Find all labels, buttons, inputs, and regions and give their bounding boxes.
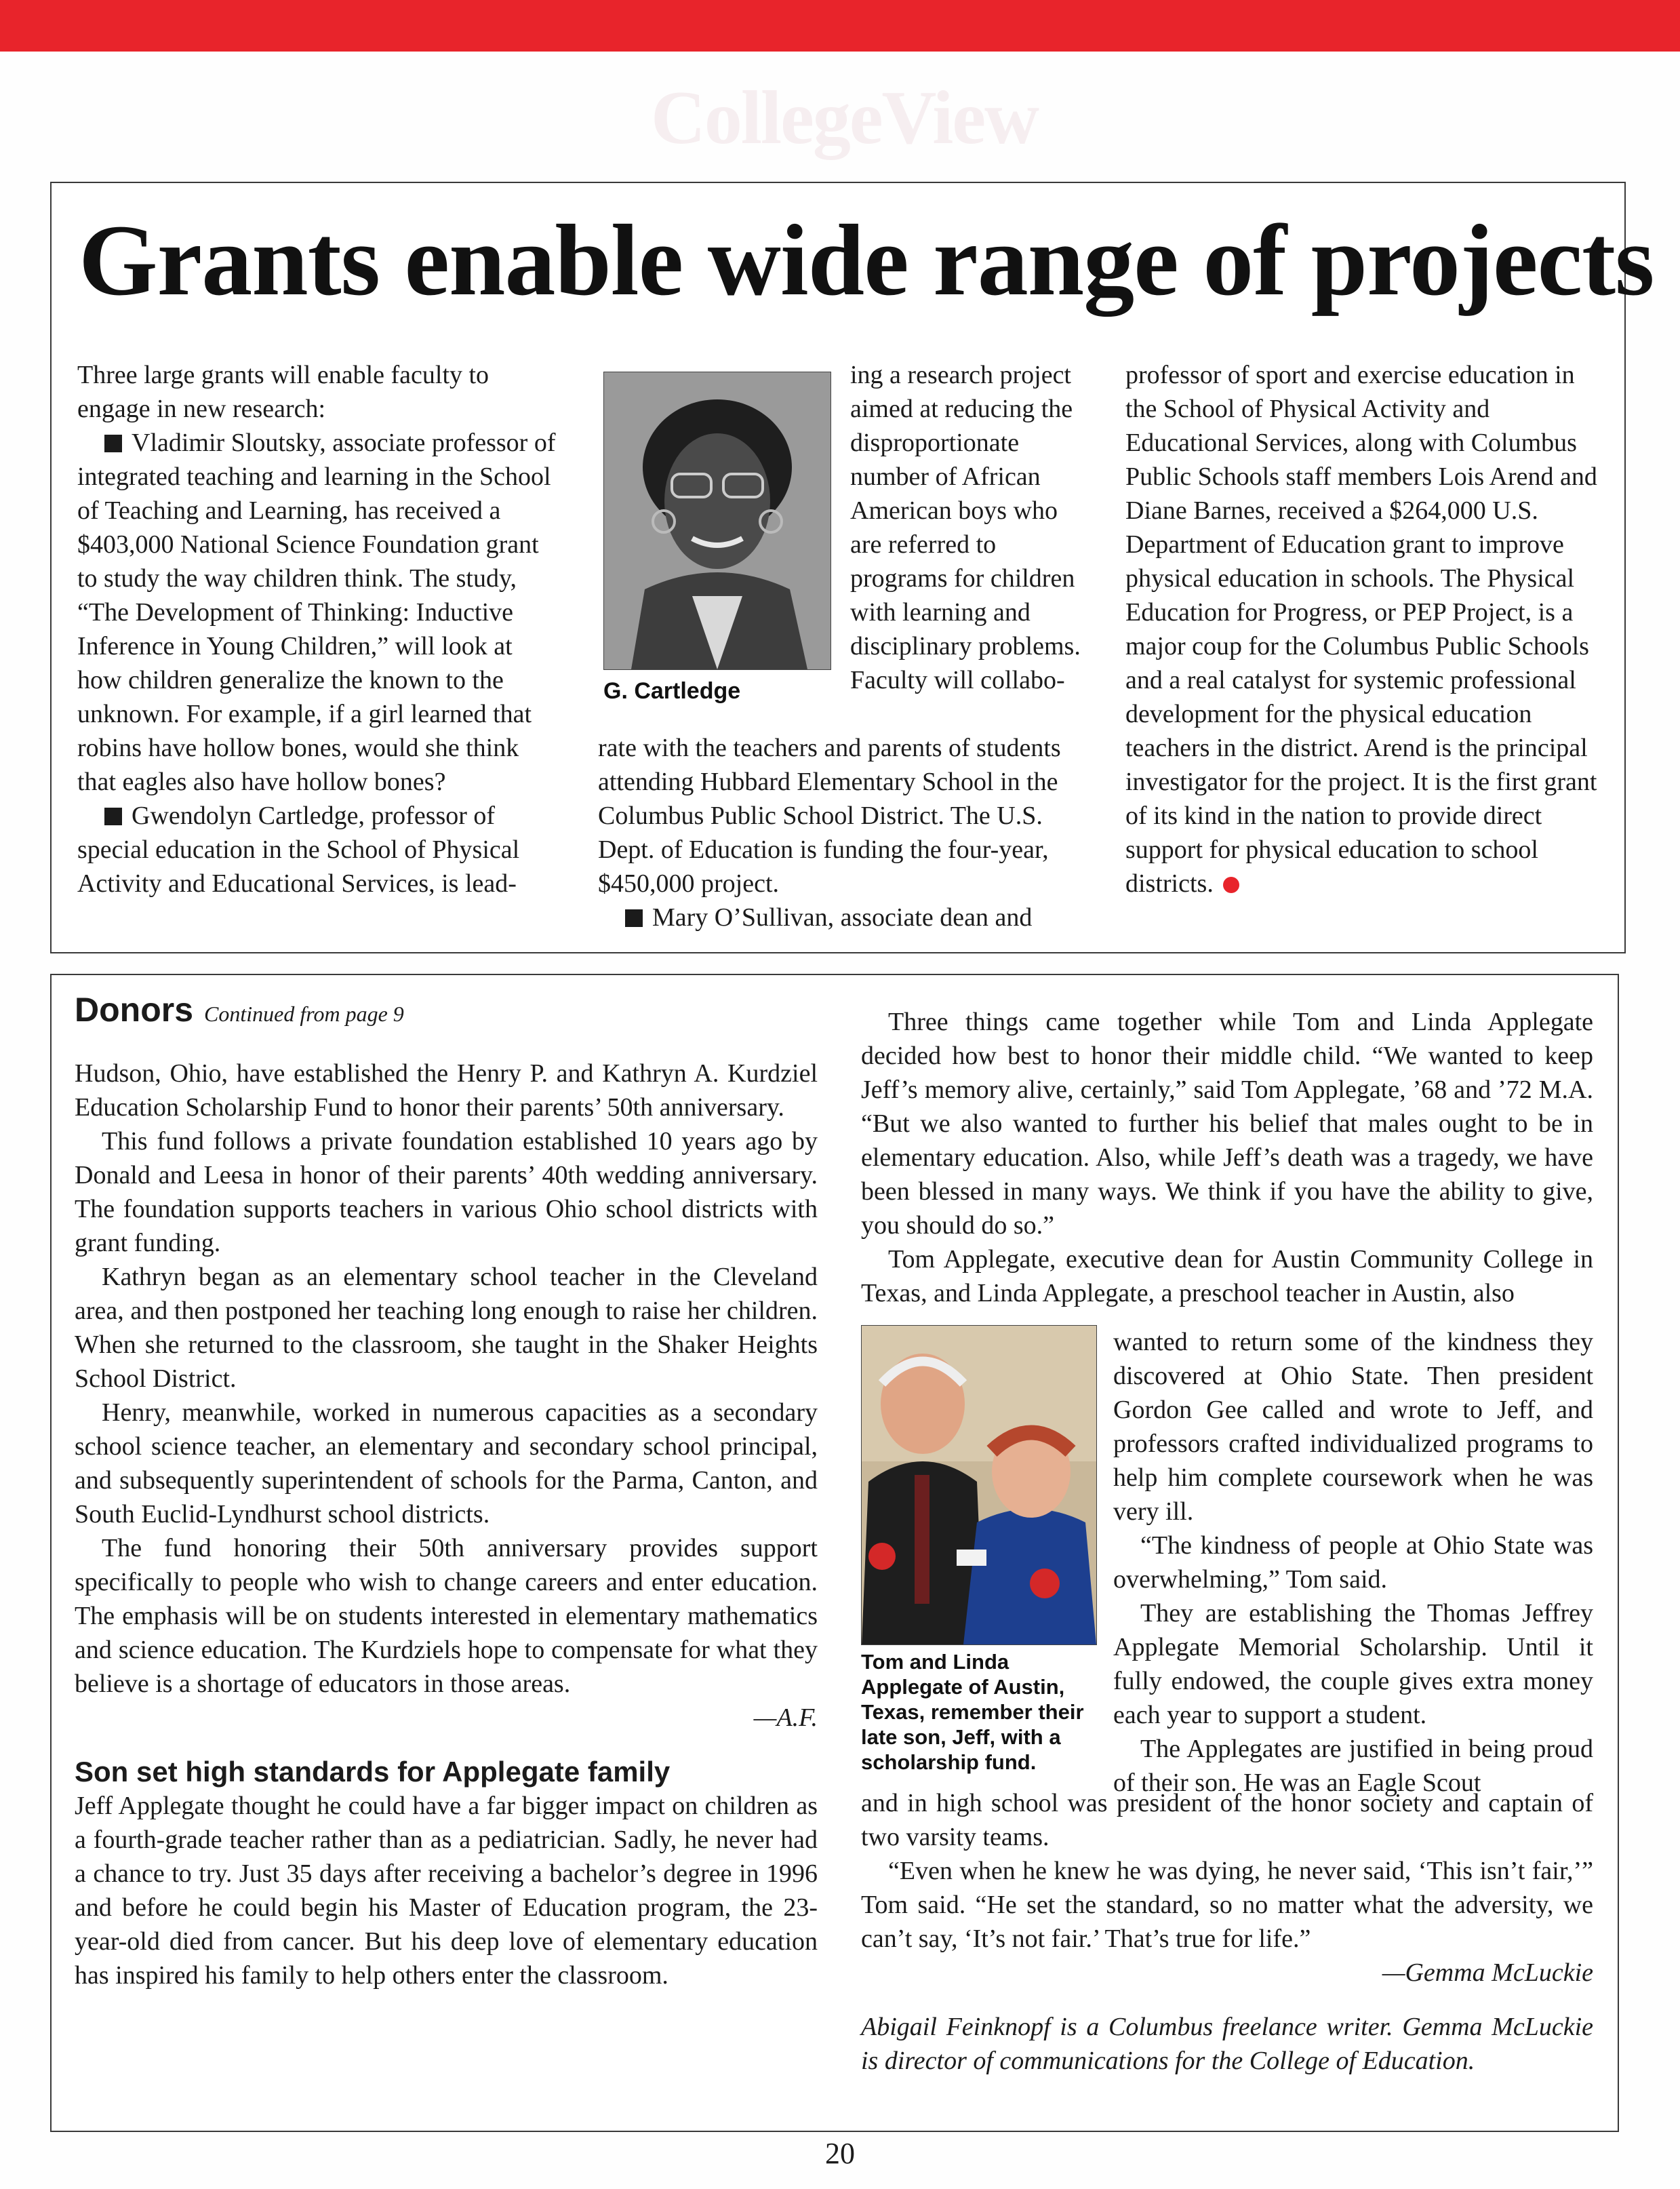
donors-right-top: Three things came together while Tom and Linda Applegate decided how best to honor their middle child. “We wanted to keep Jeff’s memory alive, certainly,” said Tom Applegate, ’68 and ’72 M.A. “But we also wanted to further his belief that males ought to be in elementary education. Also, while Jeff’s death was a tragedy, we have been blessed in many ways. We think if you have the ability to give, you should do so.” Tom Applegate, executive dean for Austin Community College in Texas, and Linda Applegate, a preschool teacher in Austin, also	[861, 1008, 1593, 1307]
bullet-icon	[625, 909, 643, 927]
subheadline: Son set high standards for Applegate family	[75, 1756, 671, 1788]
cartledge-photo	[603, 372, 831, 670]
continued-note: Continued from page 9	[204, 1002, 404, 1026]
top-color-band	[0, 0, 1680, 52]
grants-column-1	[77, 358, 560, 901]
grants-item-osullivan: Mary O’Sullivan, associate dean and	[598, 901, 1081, 934]
donors-right-side: wanted to return some of the kindness they discovered at Ohio State. Then president Gordon Gee called and wrote to Jeff, and professors crafted individualized programs to help him complete coursework when he was very ill. “The kindness of people at Ohio State was overwhelming,” Tom said. They are establishing the Thomas Jeffrey Applegate Memorial Scholarship. Until it fully endowed, the couple gives extra money each year to support a student. The Applegates are justified in being proud of their son. He was an Eagle Scout	[1113, 1328, 1593, 1797]
applegate-photo	[861, 1325, 1097, 1645]
grants-intro: Three large grants will enable faculty to engage in new research:	[77, 361, 489, 423]
author-credits: Abigail Feinknopf is a Columbus freelance writer. Gemma McLuckie is director of communications for the College of Education.	[861, 2013, 1593, 2075]
grants-column-2: rate with the teachers and parents of students attending Hubbard Elementary School in the Columbus Public School District. The U.S. Dept. of Education is funding the four-year, $450,000 project. Mary O’Sullivan, associate dean and	[598, 731, 1081, 934]
grants-item-sloutsky: Vladimir Sloutsky, associate professor of integrated teaching and learning in the School of Teaching and Learning, has received a $403,000 National Science Foundation grant to study the way children think. The study, “The Development of Thinking: Inductive Inference in Young Children,” will look at how children generalize the known to the unknown. For example, if a girl learned that robins have hollow bones, would she think that eagles also have hollow bones?	[77, 429, 556, 796]
photo-caption: G. Cartledge	[603, 678, 741, 704]
signature-gm: —Gemma McLuckie	[1382, 1958, 1593, 1987]
signature-af: —A.F.	[753, 1703, 818, 1732]
donors-title: Donors	[75, 991, 193, 1029]
grants-column-3: professor of sport and exercise education in the School of Physical Activity and Educational Services, along with Columbus Public Schools staff members Lois Arend and Diane Barnes, received a $264,000 U.S. Department of Education grant to improve physical education in schools. The Physical Education for Progress, or PEP Project, is a major coup for the Columbus Public Schools and a real catalyst for systemic professional development for the physical education teachers in the district. Arend is the principal investigator for the project. It is the first grant of its kind in the nation to provide direct support for physical education to school districts.	[1125, 361, 1597, 898]
bullet-icon	[104, 435, 122, 452]
grants-column-2-side: ing a research project aimed at reducing the disproportionate number of African American boys who are referred to programs for children with learning and disciplinary problems. Faculty will collabo-	[850, 361, 1081, 694]
donors-article	[50, 974, 1619, 2132]
donors-left-column: Hudson, Ohio, have established the Henry P. and Kathryn A. Kurdziel Education Scholarship Fund to honor their parents’ 50th anniversary. This fund follows a private foundation established 10 years ago by Donald and Leesa in honor of their parents’ 40th wedding anniversary. The foundation supports teachers in various Ohio school districts with grant funding. Kathryn began as an elementary school teacher in the Cleveland area, and then postponed her teaching long enough to raise her children. When she returned to the classroom, she taught in the Shaker Heights School District. Henry, meanwhile, worked in numerous capacities as a secondary school science teacher, an elementary and secondary school principal, and subsequently superintendent of schools for the Parma, Canton, and South Euclid-Lyndhurst school districts. The fund honoring their 50th anniversary provides support specifically to people who wish to change careers and enter education. The emphasis will be on students interested in elementary mathematics and science education. The Kurdziels hope to compensate for what they believe is a shortage of educators in those areas. —A.F. Son set high standards for Applegate family Jeff Applegate thought he could have a far bigger impact on children as a fourth-grade teacher rather than as a pediatrician. Sadly, he never had a chance to try. Just 35 days after receiving a bachelor’s degree in 1996 and before he could begin his Master of Education program, the 23-year-old died from cancer. But his deep love of elementary education has inspired his family to help others enter the classroom.	[75, 1059, 818, 1990]
donors-right-bottom: and in high school was president of the honor society and captain of two varsity teams. “Even when he knew he was dying, he never said, ‘This isn’t fair,’” Tom said. “He set the standard, so no matter what the adversity, we can’t say, ‘It’s not fair.’ That’s true for life.” —Gemma McLuckie Abigail Feinknopf is a Columbus freelance writer. Gemma McLuckie is director of communications for the College of Education.	[861, 1786, 1593, 2078]
bullet-icon	[104, 808, 122, 825]
donors-heading	[75, 990, 404, 1029]
applegate-photo-caption: Tom and Linda Applegate of Austin, Texas, remember their late son, Jeff, with a scholarship fund.	[861, 1650, 1084, 1774]
end-mark-icon	[1223, 877, 1239, 893]
grants-item-cartledge: Gwendolyn Cartledge, professor of special education in the School of Physical Activity and Educational Services, is lead-	[77, 802, 520, 898]
grants-article	[50, 182, 1654, 953]
masthead-watermark: CollegeView	[651, 76, 1038, 160]
page-number: 20	[825, 2137, 855, 2170]
article-headline: Grants enable wide range of projects	[79, 204, 1654, 317]
